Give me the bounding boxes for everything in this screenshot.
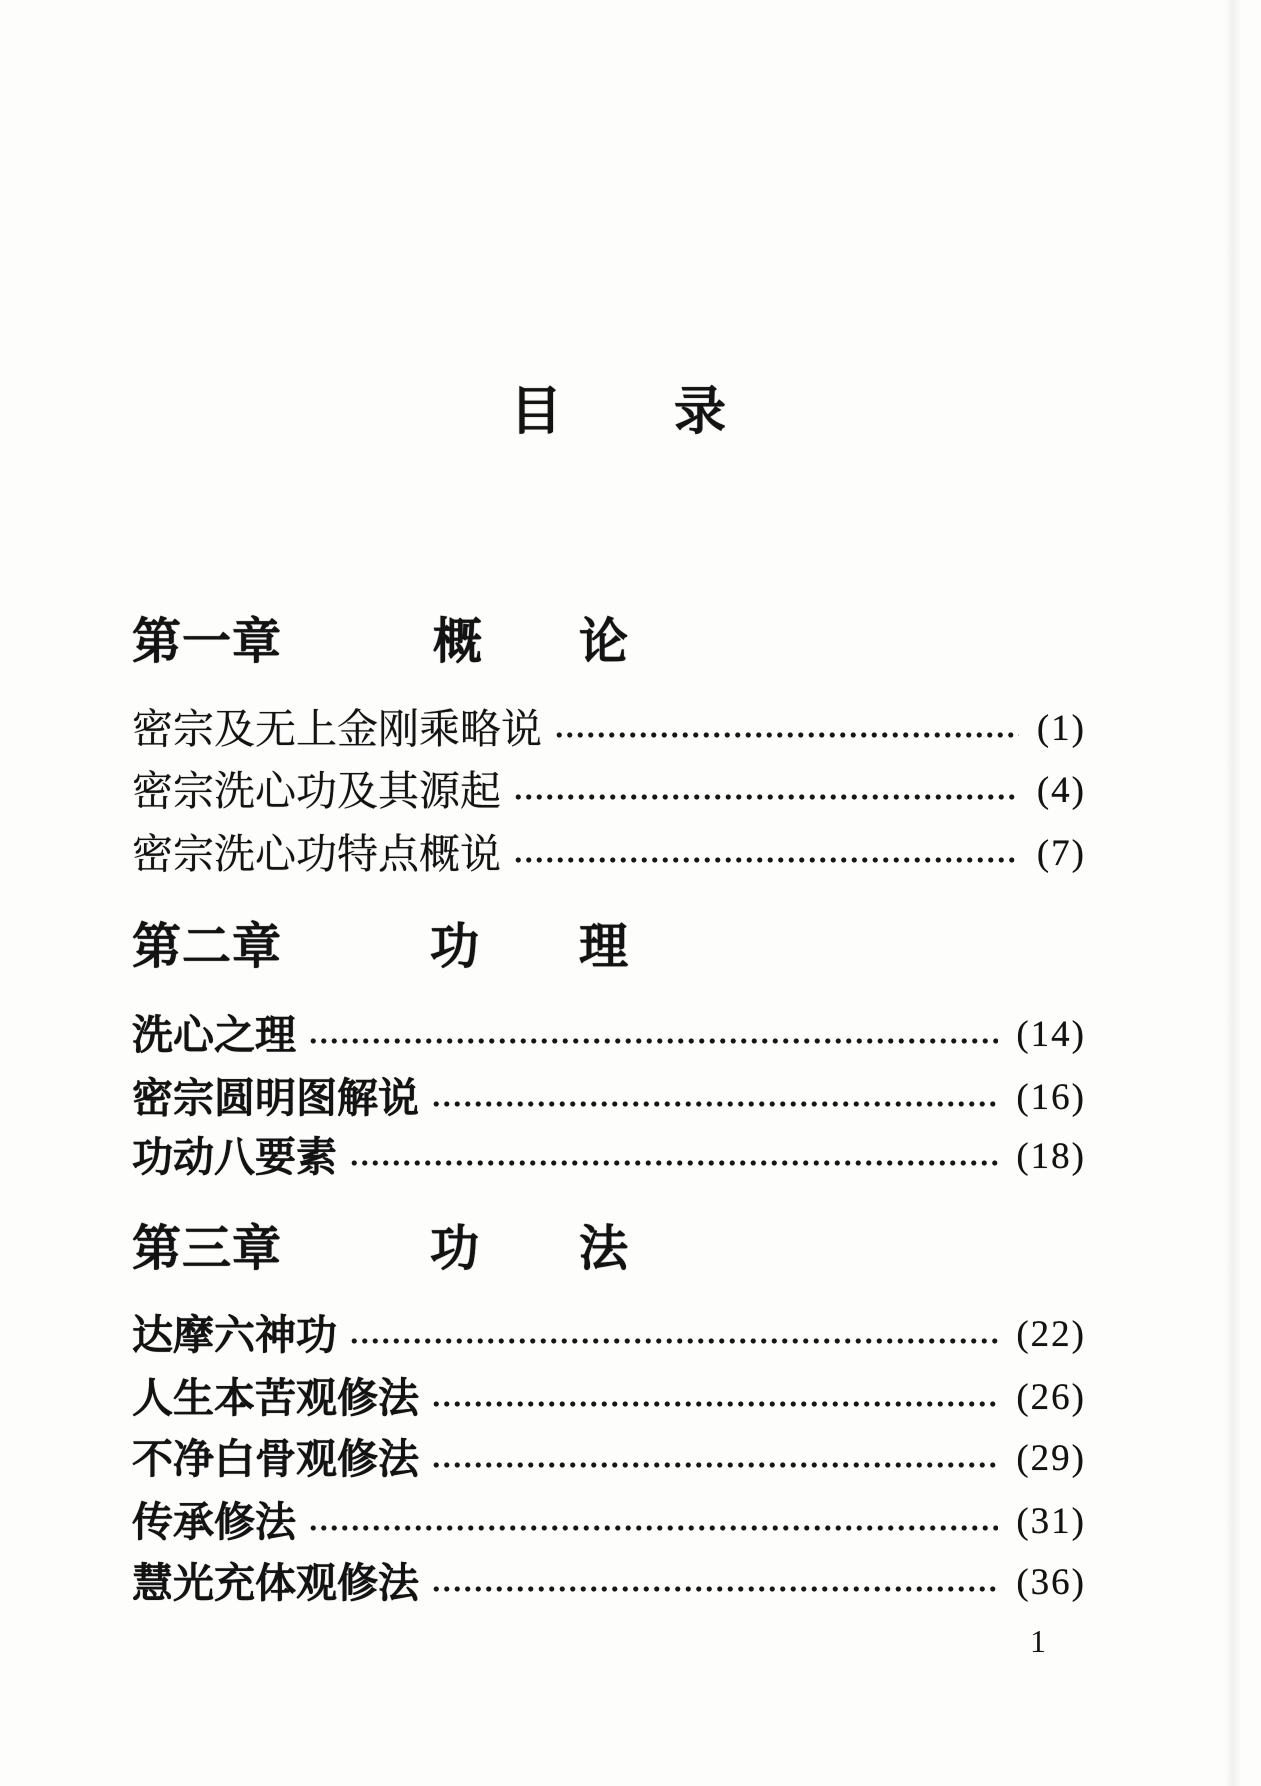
page-edge-shadow — [1225, 0, 1241, 1786]
toc-entry-page: (4) — [1036, 770, 1086, 811]
toc-entry-title: 不净白骨观修法 — [132, 1436, 419, 1482]
chapter-label: 第一章 — [132, 614, 283, 669]
toc-entry-title: 慧光充体观修法 — [132, 1560, 419, 1606]
toc-heading-char: 目 — [510, 384, 563, 441]
chapter-title-char: 功 — [430, 919, 480, 974]
toc-entry-title: 密宗洗心功及其源起 — [132, 768, 501, 814]
toc-entry — [132, 1310, 1086, 1360]
dot-leader — [349, 1337, 998, 1345]
dot-leader — [308, 1524, 998, 1532]
toc-entry — [132, 1558, 1086, 1608]
toc-entry-page: (26) — [1016, 1377, 1086, 1418]
dot-leader — [554, 731, 1019, 739]
toc-entry — [132, 704, 1086, 754]
toc-entry-title: 达摩六神功 — [132, 1312, 337, 1358]
toc-entry-page: (7) — [1036, 833, 1086, 874]
toc-entry-page: (16) — [1016, 1077, 1086, 1118]
toc-entry-title: 传承修法 — [132, 1499, 296, 1545]
dot-leader — [431, 1461, 998, 1469]
dot-leader — [308, 1037, 998, 1045]
toc-entry-title: 洗心之理 — [132, 1012, 296, 1058]
chapter-heading — [0, 917, 1261, 977]
chapter-heading — [0, 612, 1261, 672]
dot-leader — [431, 1400, 998, 1408]
toc-entry-title: 密宗及无上金刚乘略说 — [132, 706, 542, 752]
chapter-heading — [0, 1219, 1261, 1279]
toc-entry-page: (29) — [1016, 1438, 1086, 1479]
toc-entry-page: (18) — [1016, 1136, 1086, 1177]
chapter-title-char: 法 — [579, 1221, 629, 1276]
toc-entry — [132, 1073, 1086, 1123]
chapter-title-char: 概 — [433, 614, 483, 669]
toc-entry — [132, 1132, 1086, 1182]
dot-leader — [513, 856, 1019, 864]
chapter-label: 第三章 — [132, 1221, 283, 1276]
toc-entry-title: 人生本苦观修法 — [132, 1375, 419, 1421]
toc-entry — [132, 1010, 1086, 1060]
toc-entry-page: (1) — [1036, 708, 1086, 749]
page-number: 1 — [1030, 1623, 1046, 1659]
toc-entry-title: 功动八要素 — [132, 1134, 337, 1180]
dot-leader — [431, 1585, 998, 1593]
chapter-label: 第二章 — [132, 919, 283, 974]
dot-leader — [513, 793, 1019, 801]
toc-entry — [132, 766, 1086, 816]
toc-entry-page: (22) — [1016, 1314, 1086, 1355]
chapter-title-char: 论 — [579, 614, 629, 669]
chapter-title-char: 功 — [430, 1221, 480, 1276]
toc-entry-page: (14) — [1016, 1014, 1086, 1055]
toc-entry-title: 密宗洗心功特点概说 — [132, 831, 501, 877]
toc-heading-char: 录 — [674, 384, 727, 441]
toc-entry — [132, 1373, 1086, 1423]
dot-leader — [431, 1100, 998, 1108]
toc-entry — [132, 1434, 1086, 1484]
toc-entry — [132, 1497, 1086, 1547]
toc-entry-page: (36) — [1016, 1562, 1086, 1603]
toc-entry-title: 密宗圆明图解说 — [132, 1075, 419, 1121]
dot-leader — [349, 1159, 998, 1167]
chapter-title-char: 理 — [579, 919, 629, 974]
toc-entry — [132, 829, 1086, 879]
toc-entry-page: (31) — [1016, 1501, 1086, 1542]
